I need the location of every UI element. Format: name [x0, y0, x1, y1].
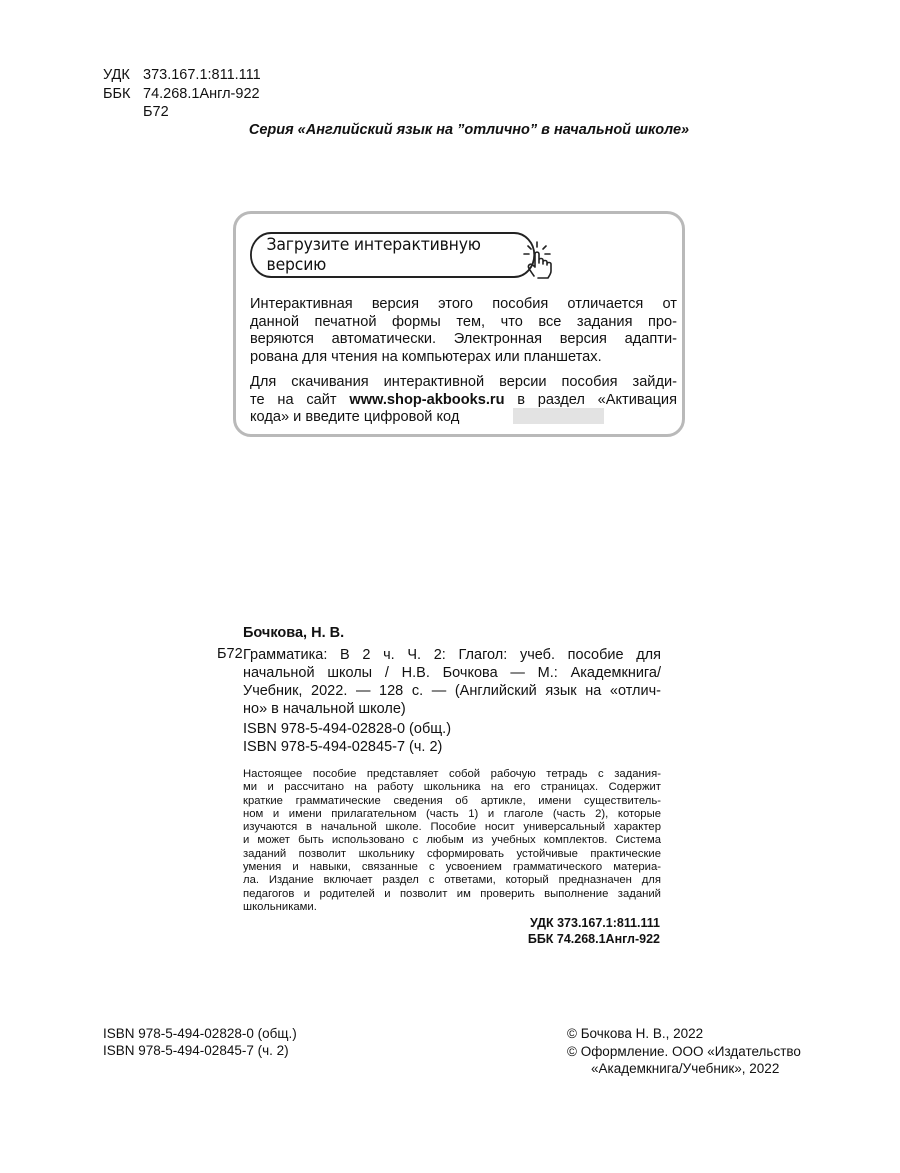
- text-line: рована для чтения на компьютерах или планшетах.: [250, 348, 602, 365]
- text-line: но» в начальной школе): [243, 701, 406, 717]
- text-line: Грамматика: В 2 ч. Ч. 2: Глагол: учеб. пособие для: [243, 647, 661, 663]
- cutter-row: [103, 103, 261, 122]
- text-line: ла. Издание включает раздел с ответами, который предназначен для: [243, 874, 661, 887]
- abstract: [243, 768, 661, 914]
- text-line: веряются автоматически. Электронная версия адапти-: [250, 331, 677, 347]
- card-bbk: ББК 74.268.1Англ-922: [527, 932, 660, 946]
- text-line: начальной школы / Н.В. Бочкова — М.: Академкнига/: [243, 665, 661, 681]
- text-line: заданий позволит школьнику сформировать устойчивые практические: [243, 847, 661, 860]
- card-udk: УДК 373.167.1:811.111: [529, 916, 660, 930]
- site-link[interactable]: www.shop-akbooks.ru: [349, 391, 505, 408]
- copyright-publisher: «Академкнига/Учебник», 2022: [591, 1061, 780, 1076]
- text-line: краткие грамматические сведения об артикле, имени существитель-: [243, 794, 661, 807]
- text-line: и может быть использовано с любым из учебных комплектов. Система: [243, 834, 661, 847]
- text-line: изучаются в начальной школе. Пособие носит универсальный характер: [243, 821, 661, 834]
- footer-isbn-list: [103, 1025, 297, 1059]
- text-line: ном и имени прилагательном (часть 1) и глаголе (часть 2), которые: [243, 807, 661, 820]
- text-line: Для скачивания интерактивной версии пособия зайди-: [250, 374, 677, 390]
- udk-row: [103, 66, 261, 85]
- text-line: те на сайт www.shop-akbooks.ru в раздел «Активация: [250, 391, 677, 408]
- isbn-general: ISBN 978-5-494-02828-0 (общ.): [243, 721, 452, 737]
- footer-isbn-part: ISBN 978-5-494-02845-7 (ч. 2): [103, 1043, 289, 1058]
- copyright-design: © Оформление. ООО «Издательство: [567, 1043, 801, 1059]
- text-line: умения и навыки, связанные с усвоением грамматического материа-: [243, 861, 661, 874]
- download-instructions: [250, 374, 677, 427]
- card-cutter: Б72: [217, 646, 243, 662]
- download-interactive-button[interactable]: [250, 232, 535, 278]
- bbk-row: [103, 85, 261, 104]
- copyright-block: [567, 1025, 801, 1078]
- series-title: Серия «Английский язык на ”отлично” в начальной школе»: [248, 122, 690, 138]
- classification-block: [103, 66, 261, 122]
- isbn-part: ISBN 978-5-494-02845-7 (ч. 2): [243, 739, 443, 755]
- author-name: Бочкова, Н. В.: [243, 625, 345, 641]
- text-line: педагогов и родителей и позволит им проверить выполнение заданий: [243, 887, 661, 900]
- udk-label: УДК: [103, 67, 130, 83]
- text-line: данной печатной формы тем, что все задания про-: [250, 313, 677, 330]
- interactive-description: [250, 296, 677, 366]
- text-line: Настоящее пособие представляет собой рабочую тетрадь с задания-: [243, 768, 661, 780]
- bibliographic-description: [243, 646, 661, 718]
- bbk-label: ББК: [103, 85, 131, 102]
- copyright-author: © Бочкова Н. В., 2022: [567, 1026, 704, 1041]
- bbk-value: 74.268.1Англ-922: [143, 85, 260, 102]
- activation-code-field: [513, 408, 604, 424]
- udk-value: 373.167.1:811.111: [143, 67, 261, 83]
- card-isbn-list: [243, 720, 451, 756]
- text-line: кода» и введите цифровой код: [250, 409, 460, 425]
- card-classification: [528, 915, 660, 947]
- text-line: Учебник, 2022. — 128 с. — (Английский язык на «отлич-: [243, 683, 661, 699]
- text-line: Интерактивная версия этого пособия отличается от: [250, 296, 677, 312]
- text-line: школьниками.: [243, 900, 317, 913]
- cutter-code: Б72: [143, 104, 169, 120]
- download-interactive-label: Загрузите интерактивную версию: [266, 235, 481, 275]
- text-line: ми и рассчитано на работу школьника на его страницах. Содержит: [243, 781, 661, 794]
- pointing-hand-icon: [510, 234, 562, 282]
- footer-isbn-general: ISBN 978-5-494-02828-0 (общ.): [103, 1026, 297, 1041]
